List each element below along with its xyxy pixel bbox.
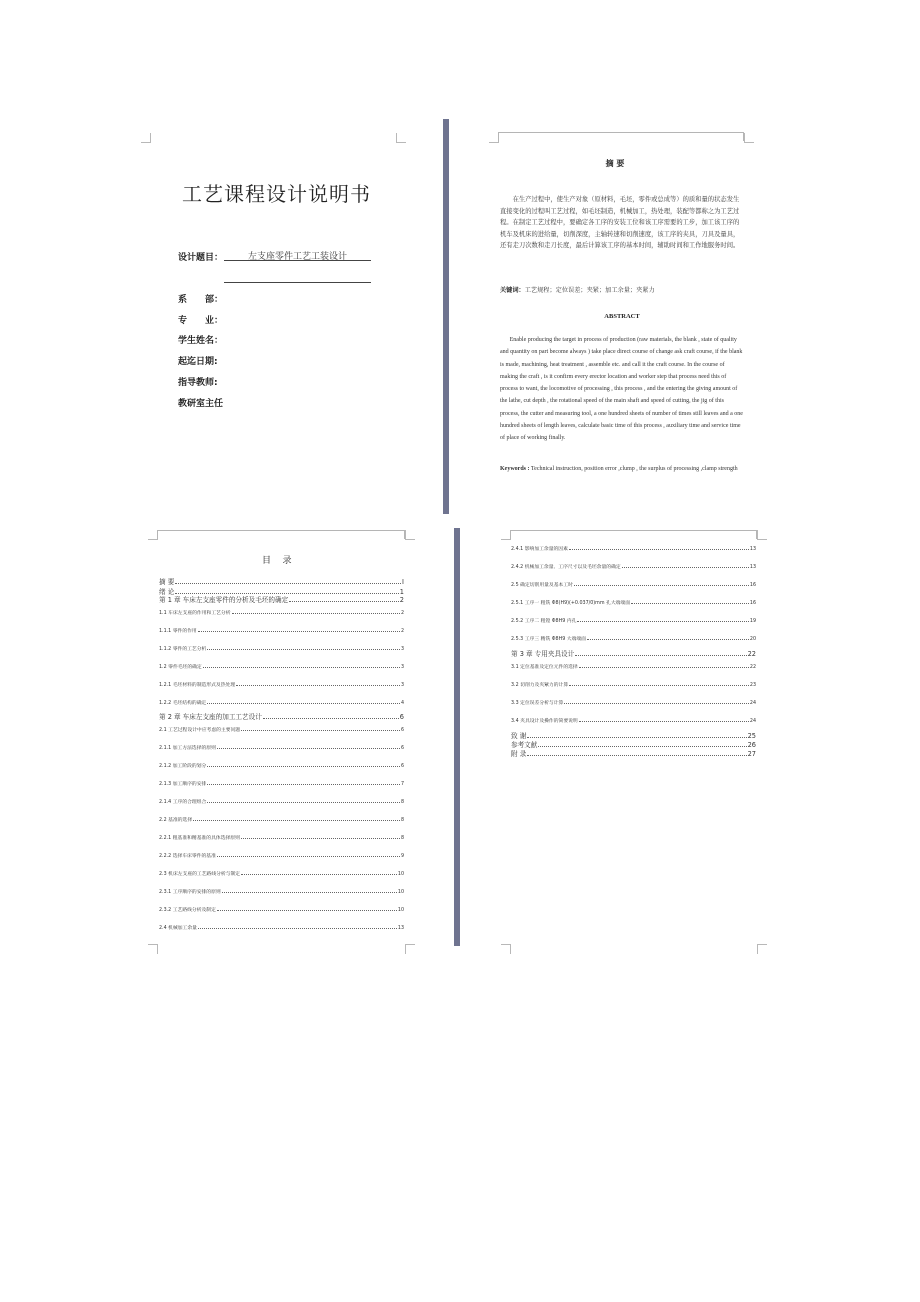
toc-leader-dots (241, 730, 400, 731)
toc-entry[interactable] (159, 645, 404, 652)
toc-entry-page: 2 (400, 611, 404, 616)
toc-entry[interactable] (159, 576, 404, 586)
toc-entry[interactable] (159, 924, 404, 931)
cover-title: 工艺课程设计说明书 (182, 182, 371, 206)
crop-mark (757, 530, 767, 540)
toc-entry-title: 摘 要 (159, 578, 175, 586)
toc-entry[interactable] (511, 663, 756, 670)
toc-entry[interactable] (159, 834, 404, 841)
abstract-body-en: Enable producing the target in process of production (raw materials, the blank , state of quality and quantity on part become always ) take place direct course of change ask craft course, if the blank is made, machining, heat treatment , assemble etc. and call it the craft course. In the course of making the craft , is it confirm every erector location and worker step that process need this of process to want, the locomotive of processing , this process , and the entering the giving amount of the lathe, cut depth , the rotational speed of the main shaft and speed of cutting, the jig of this process, the cutter and measuring tool, a one hundred sheets of number of times still leaves and a one hundred sheets of length leaves, calculate basic time of this process , auxiliary time and service time of place of working finally. (500, 337, 743, 442)
toc-leader-dots (222, 892, 397, 893)
toc-leader-dots (198, 631, 400, 632)
toc-entry-page: 6 (400, 728, 404, 733)
toc-leader-dots (175, 583, 401, 584)
toc-entry-page: 23 (749, 683, 756, 688)
toc-entry-title: 2.2.2 选择车床零件的基准 (159, 854, 216, 859)
page-header-frame (157, 530, 405, 531)
toc-entry-page: 10 (397, 890, 404, 895)
toc-entry-page: 3 (400, 665, 404, 670)
toc-leader-dots (207, 649, 400, 650)
toc-entry[interactable] (159, 906, 404, 913)
toc-entry-title: 1.2.2 毛坯结构的确定 (159, 701, 207, 706)
page-header-frame (510, 530, 757, 531)
field-major: 专 业： (178, 316, 224, 326)
crop-mark (141, 133, 151, 143)
toc-entry[interactable] (511, 599, 756, 606)
toc-entry-page: 3 (400, 647, 404, 652)
toc-entry-page: 13 (397, 926, 404, 931)
toc-entry-page: 8 (400, 800, 404, 805)
toc-entry-title: 1.1 车床左支座的作用和工艺分析 (159, 611, 231, 616)
toc-leader-dots (217, 856, 400, 857)
toc-entry-page: 1 (399, 588, 404, 596)
toc-entry[interactable] (159, 888, 404, 895)
toc-entry-page: 24 (749, 701, 756, 706)
toc-entry-page: 8 (400, 818, 404, 823)
toc-entry-title: 2.4.2 机械加工余量、工序尺寸以及毛坯余量的确定 (511, 565, 621, 570)
topic-label: 设计题目： (178, 253, 224, 263)
page-divider-top (443, 119, 449, 514)
abstract-heading-cn: 摘 要 (605, 159, 625, 168)
toc-entry-page: 22 (747, 650, 756, 658)
toc-entry-page: 6 (400, 764, 404, 769)
toc-leader-dots (241, 874, 397, 875)
toc-leader-dots (232, 613, 400, 614)
toc-entry[interactable] (159, 744, 404, 751)
crop-mark (757, 944, 767, 954)
toc-entry-title: 2.1.3 加工顺序的安排 (159, 782, 207, 787)
field-director: 教研室主任 (178, 399, 224, 409)
toc-entry[interactable] (159, 780, 404, 787)
topic-underline (224, 260, 371, 261)
toc-entry-title: 第 1 章 车床左支座零件的分析及毛坯的确定 (159, 596, 289, 604)
toc-entry-title: 2.5.2 工序二 粗镗 Φ8H9 内孔 (511, 619, 577, 624)
toc-entry[interactable] (511, 617, 756, 624)
toc-entry[interactable] (159, 681, 404, 688)
keywords-en-label: Keywords : (500, 466, 530, 472)
toc-entry-page: 13 (749, 565, 756, 570)
toc-entry-title: 2.3.2 工艺路线分析及制定 (159, 908, 216, 913)
toc-entry-title: 1.2 零件毛坯的确定 (159, 665, 202, 670)
toc-entry-page: 6 (400, 746, 404, 751)
page-divider-bottom (454, 528, 460, 946)
toc-leader-dots (575, 655, 746, 656)
toc-entry-title: 致 谢 (511, 732, 527, 740)
keywords-cn-text: 工艺规程；定位误差；夹紧；加工余量；夹紧力 (524, 287, 655, 294)
toc-entry-title: 2.5.3 工序三 精铣 Φ8H9 大端端面 (511, 637, 586, 642)
toc-entry-title: 2.2 基准的选择 (159, 818, 193, 823)
toc-entry[interactable] (511, 717, 756, 724)
toc-entry-title: 2.1.4 工序的合理组合 (159, 800, 207, 805)
toc-entry-page: 24 (749, 719, 756, 724)
toc-entry[interactable] (511, 748, 756, 758)
toc-leader-dots (217, 910, 397, 911)
toc-entry-title: 1.1.2 零件的工艺分析 (159, 647, 207, 652)
toc-entry[interactable] (159, 726, 404, 733)
toc-heading: 目 录 (262, 556, 292, 566)
toc-entry-title: 2.5 确定切削用量及基本工时 (511, 583, 573, 588)
toc-entry[interactable] (159, 816, 404, 823)
toc-entry[interactable] (159, 594, 404, 604)
toc-leader-dots (574, 585, 749, 586)
toc-leader-dots (203, 667, 400, 668)
toc-entry-page: 22 (749, 665, 756, 670)
abstract-body-cn: 在生产过程中，使生产对象（原材料，毛坯，零件或总成等）的质和量的状态发生直接变化的过程叫工艺过程，如毛坯制造，机械加工，热处理，装配等都称之为工艺过程。在制定工艺过程中，要确定各工序的安装工位和该工序需要的工步，加工该工序的机车及机床的进给量，切削深度，主轴转速和切削速度，该工序的夹具，刀具及量具，还有走刀次数和走刀长度，最后计算该工序的基本时间，辅助时间和工作地服务时间。 (500, 196, 740, 250)
toc-entry-title: 2.5.1 工序一 粗铣 Φ8(H9)(+0.037/0)mm 孔大端端面 (511, 601, 631, 606)
toc-entry[interactable] (159, 798, 404, 805)
toc-entry[interactable] (511, 563, 756, 570)
toc-entry-title: 附 录 (511, 750, 527, 758)
crop-mark (744, 133, 754, 143)
keywords-cn (500, 285, 743, 294)
toc-entry-page: 25 (747, 732, 756, 740)
toc-leader-dots (527, 755, 746, 756)
toc-entry-page: 10 (397, 908, 404, 913)
toc-entry[interactable] (159, 627, 404, 634)
toc-entry-title: 2.4.1 影响加工余量的因素 (511, 547, 568, 552)
field-dates: 起迄日期: (178, 357, 218, 367)
toc-entry-title: 2.1 工艺过程设计中应考虑的主要问题 (159, 728, 241, 733)
toc-entry-title: 参考文献 (511, 741, 538, 749)
toc-entry-title: 3.3 定位误差分析与计算 (511, 701, 564, 706)
toc-entry-title: 2.3.1 工序顺序的安排的原则 (159, 890, 221, 895)
toc-leader-dots (193, 820, 400, 821)
crop-mark (396, 133, 406, 143)
toc-entry-page: 9 (400, 854, 404, 859)
toc-entry-title: 第 2 章 车床左支座的加工工艺设计 (159, 713, 262, 721)
toc-entry-title: 1.2.1 毛坯材料的制造形式及热处理 (159, 683, 236, 688)
toc-entry[interactable] (159, 870, 404, 877)
toc-entry-page: 7 (400, 782, 404, 787)
toc-entry-title: 2.1.2 加工阶段的划分 (159, 764, 207, 769)
toc-entry-title: 3.2 切削力及夹紧力的计算 (511, 683, 569, 688)
toc-entry-title: 绪 论 (159, 588, 175, 596)
crop-mark (405, 944, 415, 954)
toc-entry[interactable] (159, 663, 404, 670)
keywords-en (500, 465, 745, 475)
toc-leader-dots (577, 621, 749, 622)
toc-entry-page: 4 (400, 701, 404, 706)
field-department: 系 部： (178, 295, 224, 305)
toc-entry-page: 2 (399, 596, 404, 604)
toc-leader-dots (207, 784, 400, 785)
toc-leader-dots (587, 639, 749, 640)
toc-leader-dots (217, 748, 400, 749)
toc-entry-page: 26 (747, 741, 756, 749)
toc-leader-dots (622, 567, 749, 568)
toc-entry-page: 20 (749, 637, 756, 642)
keywords-cn-label: 关键词： (500, 287, 525, 294)
toc-entry-page: 2 (400, 629, 404, 634)
toc-leader-dots (569, 549, 749, 550)
toc-entry[interactable] (159, 852, 404, 859)
toc-entry-page: 16 (749, 583, 756, 588)
toc-leader-dots (579, 667, 749, 668)
toc-leader-dots (631, 603, 749, 604)
toc-leader-dots (241, 838, 400, 839)
toc-leader-dots (263, 718, 399, 719)
abstract-heading-en: ABSTRACT (604, 313, 640, 320)
toc-entry-page: 6 (399, 713, 404, 721)
crop-mark (405, 530, 415, 540)
toc-entry[interactable] (511, 635, 756, 642)
toc-entry-page: I (402, 578, 404, 586)
toc-leader-dots (207, 766, 400, 767)
field-student-name: 学生姓名： (178, 336, 224, 346)
toc-leader-dots (564, 703, 749, 704)
toc-leader-dots (579, 721, 749, 722)
toc-leader-dots (236, 685, 400, 686)
page-header-frame (498, 132, 744, 133)
field-advisor: 指导教师: (178, 378, 218, 388)
toc-leader-dots (207, 802, 400, 803)
toc-leader-dots (207, 703, 400, 704)
toc-leader-dots (527, 737, 746, 738)
crop-mark (501, 944, 511, 954)
toc-entry-page: 19 (749, 619, 756, 624)
toc-entry[interactable] (159, 762, 404, 769)
toc-entry[interactable] (511, 699, 756, 706)
toc-entry-page: 10 (397, 872, 404, 877)
topic-value: 左支座零件工艺工装设计 (247, 252, 347, 262)
toc-entry-title: 3.4 夹具设计及操作的简要说明 (511, 719, 578, 724)
toc-entry-title: 3.1 定位基准及定位元件的选择 (511, 665, 578, 670)
toc-leader-dots (289, 601, 399, 602)
toc-entry-page: 8 (400, 836, 404, 841)
toc-leader-dots (538, 746, 746, 747)
toc-entry-title: 2.2.1 粗基准和精基准的具体选择原则 (159, 836, 240, 841)
toc-entry[interactable] (511, 545, 756, 552)
toc-leader-dots (198, 928, 397, 929)
toc-entry[interactable] (511, 648, 756, 658)
toc-entry-title: 2.1.1 加工方法选择的原则 (159, 746, 216, 751)
toc-entry-page: 27 (747, 750, 756, 758)
toc-entry[interactable] (159, 711, 404, 721)
toc-leader-dots (569, 685, 749, 686)
toc-entry-title: 1.1.1 零件的作用 (159, 629, 197, 634)
toc-entry-page: 3 (400, 683, 404, 688)
keywords-en-text: Technical instruction, position error ,clump , the surplus of processing ,clamp strength (530, 466, 738, 472)
toc-entry[interactable] (511, 681, 756, 688)
toc-entry-page: 13 (749, 547, 756, 552)
crop-mark (148, 944, 158, 954)
toc-entry-title: 2.3 机床左支座的工艺路线分析与制定 (159, 872, 241, 877)
topic-underline-2 (224, 282, 371, 283)
toc-entry-title: 2.4 机械加工余量 (159, 926, 197, 931)
toc-entry-title: 第 3 章 专用夹具设计 (511, 650, 575, 658)
toc-entry-page: 16 (749, 601, 756, 606)
toc-entry[interactable] (159, 699, 404, 706)
toc-entry[interactable] (511, 581, 756, 588)
toc-entry[interactable] (159, 609, 404, 616)
